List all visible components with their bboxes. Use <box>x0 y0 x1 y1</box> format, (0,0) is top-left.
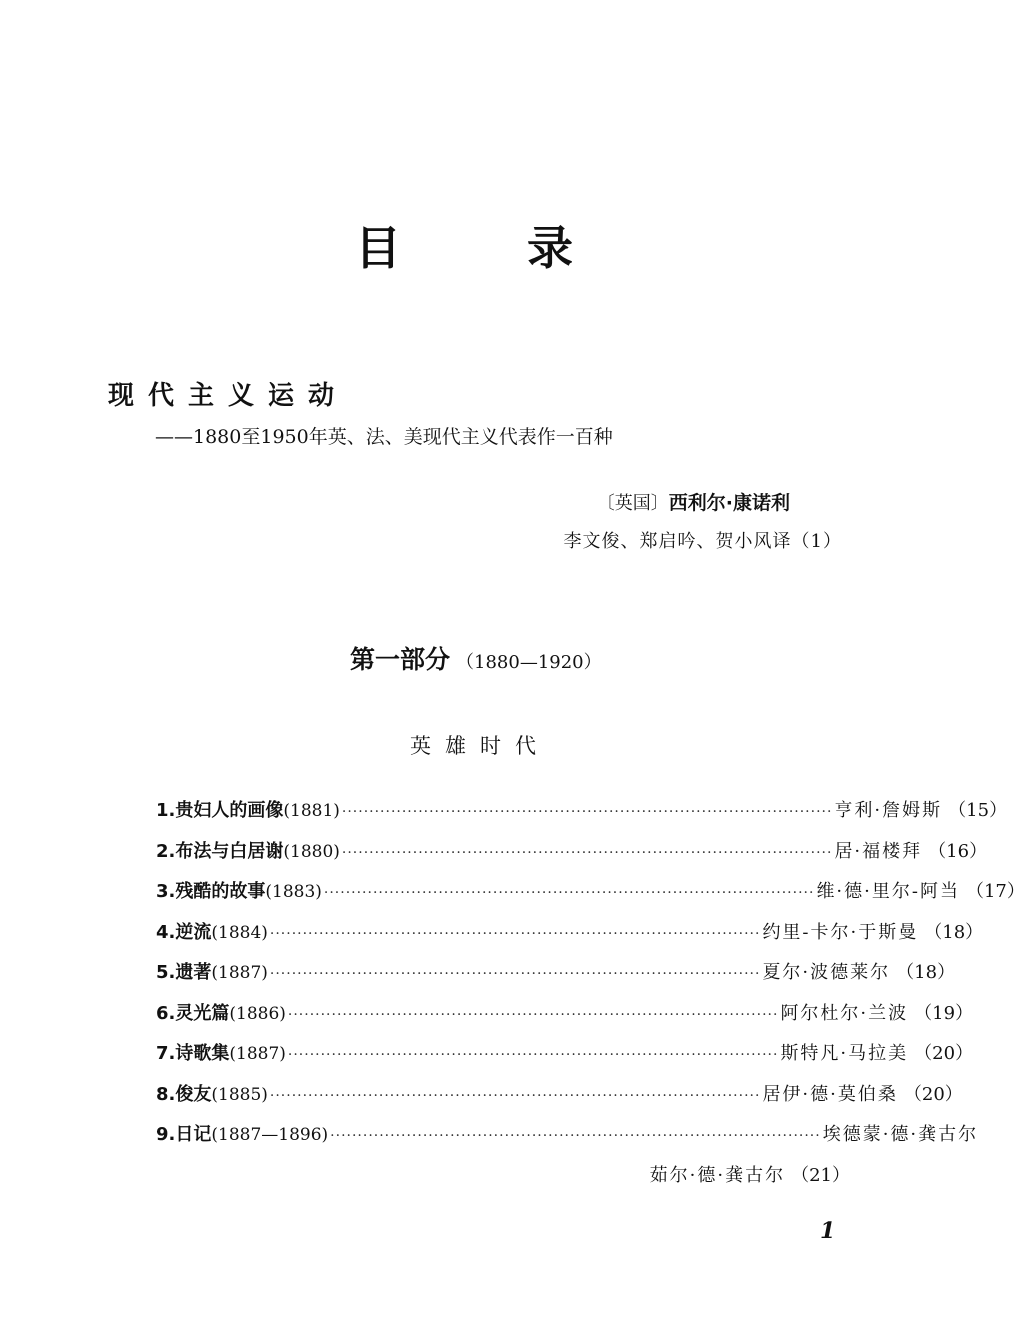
toc-entry-continuation-author: 茹尔·德·龚古尔 <box>649 1164 786 1186</box>
toc-entry-year: (1883) <box>265 882 322 902</box>
toc-entry-author: 阿尔杜尔·兰波 <box>780 1002 909 1024</box>
author-nationality: 〔英国〕 <box>596 493 669 514</box>
section-heading: 英雄时代 <box>410 734 550 758</box>
book-subtitle: ——1880至1950年英、法、美现代主义代表作一百种 <box>155 426 613 448</box>
toc-list <box>156 796 1025 1201</box>
toc-entry[interactable] <box>156 1120 979 1161</box>
leader-dots: ·························································································· <box>341 804 833 820</box>
toc-entry-author: 斯特凡·马拉美 <box>780 1043 909 1064</box>
leader-dots: ·························································································· <box>287 1006 779 1023</box>
page-title-char-2: 录 <box>527 221 573 275</box>
toc-entry-number: 2. <box>156 840 176 862</box>
toc-entry-number: 7. <box>156 1043 176 1064</box>
toc-entry[interactable] <box>156 1039 974 1080</box>
toc-entry-author: 维·德·里尔-阿当 <box>816 881 960 902</box>
toc-entry[interactable] <box>156 1080 963 1121</box>
toc-entry[interactable] <box>156 877 1025 918</box>
leader-dots: ·························································································· <box>341 844 833 861</box>
toc-entry-author: 埃德蒙·德·龚古尔 <box>822 1124 979 1145</box>
toc-entry-title: 逆流 <box>175 921 212 943</box>
part-heading <box>350 640 602 676</box>
toc-entry[interactable] <box>156 796 1008 837</box>
leader-dots: ·························································································· <box>269 1087 761 1104</box>
toc-entry-page: （18） <box>896 962 956 983</box>
toc-entry-title: 遗著 <box>175 962 212 983</box>
toc-entry-year: (1880) <box>283 841 340 862</box>
toc-entry-year: (1887) <box>229 1044 286 1064</box>
page-title-char-1: 目 <box>355 221 401 275</box>
toc-entry[interactable] <box>156 958 956 999</box>
author-name: 西利尔·康诺利 <box>668 492 790 514</box>
leader-dots: ·························································································· <box>323 885 815 901</box>
toc-entry[interactable] <box>156 837 988 878</box>
toc-entry-number: 5. <box>156 962 176 983</box>
toc-entry-number: 6. <box>156 1002 176 1024</box>
leader-dots: ·························································································· <box>330 1128 821 1144</box>
toc-entry-continuation[interactable] <box>156 1161 850 1202</box>
toc-entry-year: (1884) <box>211 922 268 943</box>
page-title <box>0 218 950 278</box>
leader-dots: ·························································································· <box>287 1047 779 1063</box>
toc-entry-page: （20） <box>914 1043 974 1064</box>
toc-entry-year: (1887) <box>211 963 268 983</box>
toc-entry-title: 灵光篇 <box>175 1002 230 1024</box>
toc-entry-author: 居·福楼拜 <box>834 840 923 862</box>
toc-entry-page: （20） <box>903 1083 963 1105</box>
toc-entry-title: 贵妇人的画像 <box>175 800 284 821</box>
leader-dots: ·························································································· <box>269 925 761 942</box>
author-line <box>597 488 790 515</box>
toc-entry-title: 日记 <box>175 1124 212 1145</box>
toc-entry-title: 俊友 <box>175 1083 212 1105</box>
toc-entry-number: 9. <box>156 1124 176 1145</box>
part-range: （1880—1920） <box>456 652 602 673</box>
leader-dots: ·························································································· <box>269 966 761 982</box>
toc-entry-author: 约里-卡尔·于斯曼 <box>762 921 919 943</box>
toc-entry-number: 4. <box>156 921 176 943</box>
toc-entry-year: (1885) <box>211 1084 268 1105</box>
toc-entry-page: （17） <box>965 881 1025 902</box>
page-number: 1 <box>820 1218 836 1244</box>
toc-entry-number: 1. <box>156 800 176 821</box>
toc-entry-title: 诗歌集 <box>175 1043 230 1064</box>
toc-entry-author: 亨利·詹姆斯 <box>834 800 943 821</box>
toc-entry-number: 3. <box>156 881 176 902</box>
toc-entry-page: （19） <box>914 1002 974 1024</box>
toc-entry-number: 8. <box>156 1083 176 1105</box>
toc-entry-page: （16） <box>928 840 988 862</box>
part-name: 第一部分 <box>350 645 451 674</box>
toc-entry-title: 布法与白居谢 <box>175 840 284 862</box>
toc-entry-page: （18） <box>924 921 984 943</box>
toc-entry-author: 夏尔·波德莱尔 <box>762 962 891 983</box>
toc-entry[interactable] <box>156 918 984 959</box>
toc-entry-author: 居伊·德·莫伯桑 <box>762 1083 898 1105</box>
book-title: 现代主义运动 <box>108 381 349 411</box>
translators-line: 李文俊、郑启吟、贺小风译（1） <box>563 531 842 552</box>
toc-entry-continuation-page: （21） <box>791 1164 850 1186</box>
toc-entry-page: （15） <box>948 800 1008 821</box>
toc-entry-title: 残酷的故事 <box>175 881 266 902</box>
toc-entry-year: (1881) <box>283 801 340 821</box>
toc-entry[interactable] <box>156 999 974 1040</box>
toc-entry-year: (1887—1896) <box>211 1125 329 1145</box>
toc-entry-year: (1886) <box>229 1003 286 1024</box>
